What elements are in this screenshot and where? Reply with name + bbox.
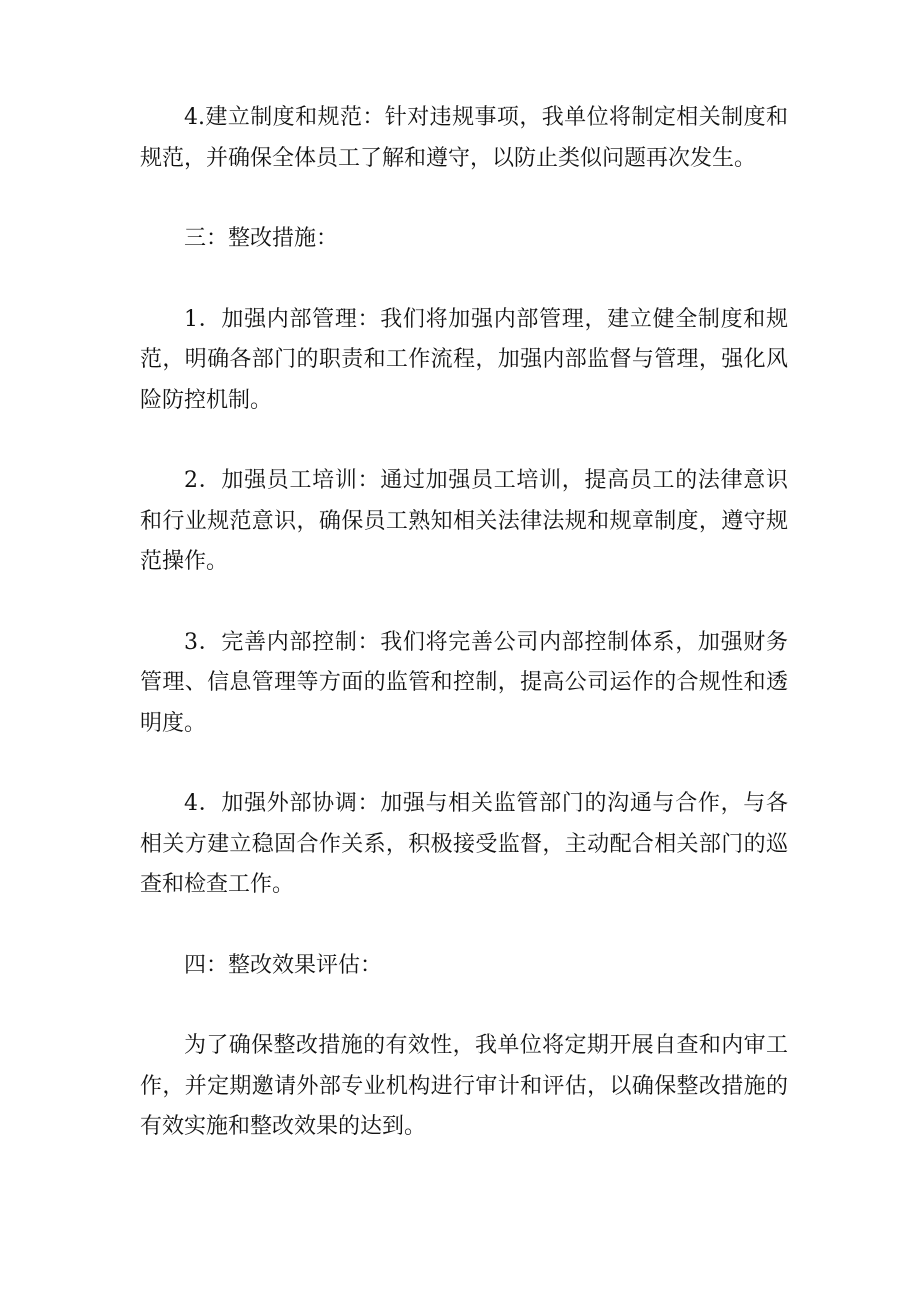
paragraph-external-coordination: 4．加强外部协调：加强与相关监管部门的沟通与合作，与各相关方建立稳固合作关系，积极接受监督，主动配合相关部门的巡查和检查工作。 — [140, 791, 788, 897]
paragraph-establish-rules: 4.建立制度和规范：针对违规事项，我单位将制定相关制度和规范，并确保全体员工了解和遵守，以防止类似问题再次发生。 — [140, 105, 788, 171]
document-body — [140, 98, 788, 1188]
paragraph-internal-control: 3．完善内部控制：我们将完善公司内部控制体系，加强财务管理、信息管理等方面的监管和控制，提高公司运作的合规性和透明度。 — [140, 629, 788, 736]
paragraph-internal-management: 1．加强内部管理：我们将加强内部管理，建立健全制度和规范，明确各部门的职责和工作流程，加强内部监督与管理，强化风险防控机制。 — [140, 306, 788, 413]
paragraph-evaluation-detail: 为了确保整改措施的有效性，我单位将定期开展自查和内审工作，并定期邀请外部专业机构进行审计和评估，以确保整改措施的有效实施和整改效果的达到。 — [140, 1033, 788, 1139]
paragraph-staff-training: 2．加强员工培训：通过加强员工培训，提高员工的法律意识和行业规范意识，确保员工熟知相关法律法规和规章制度，遵守规范操作。 — [140, 468, 788, 574]
section-heading-rectification-measures: 三：整改措施： — [184, 226, 339, 251]
section-heading-effect-evaluation: 四：整改效果评估： — [184, 952, 383, 978]
